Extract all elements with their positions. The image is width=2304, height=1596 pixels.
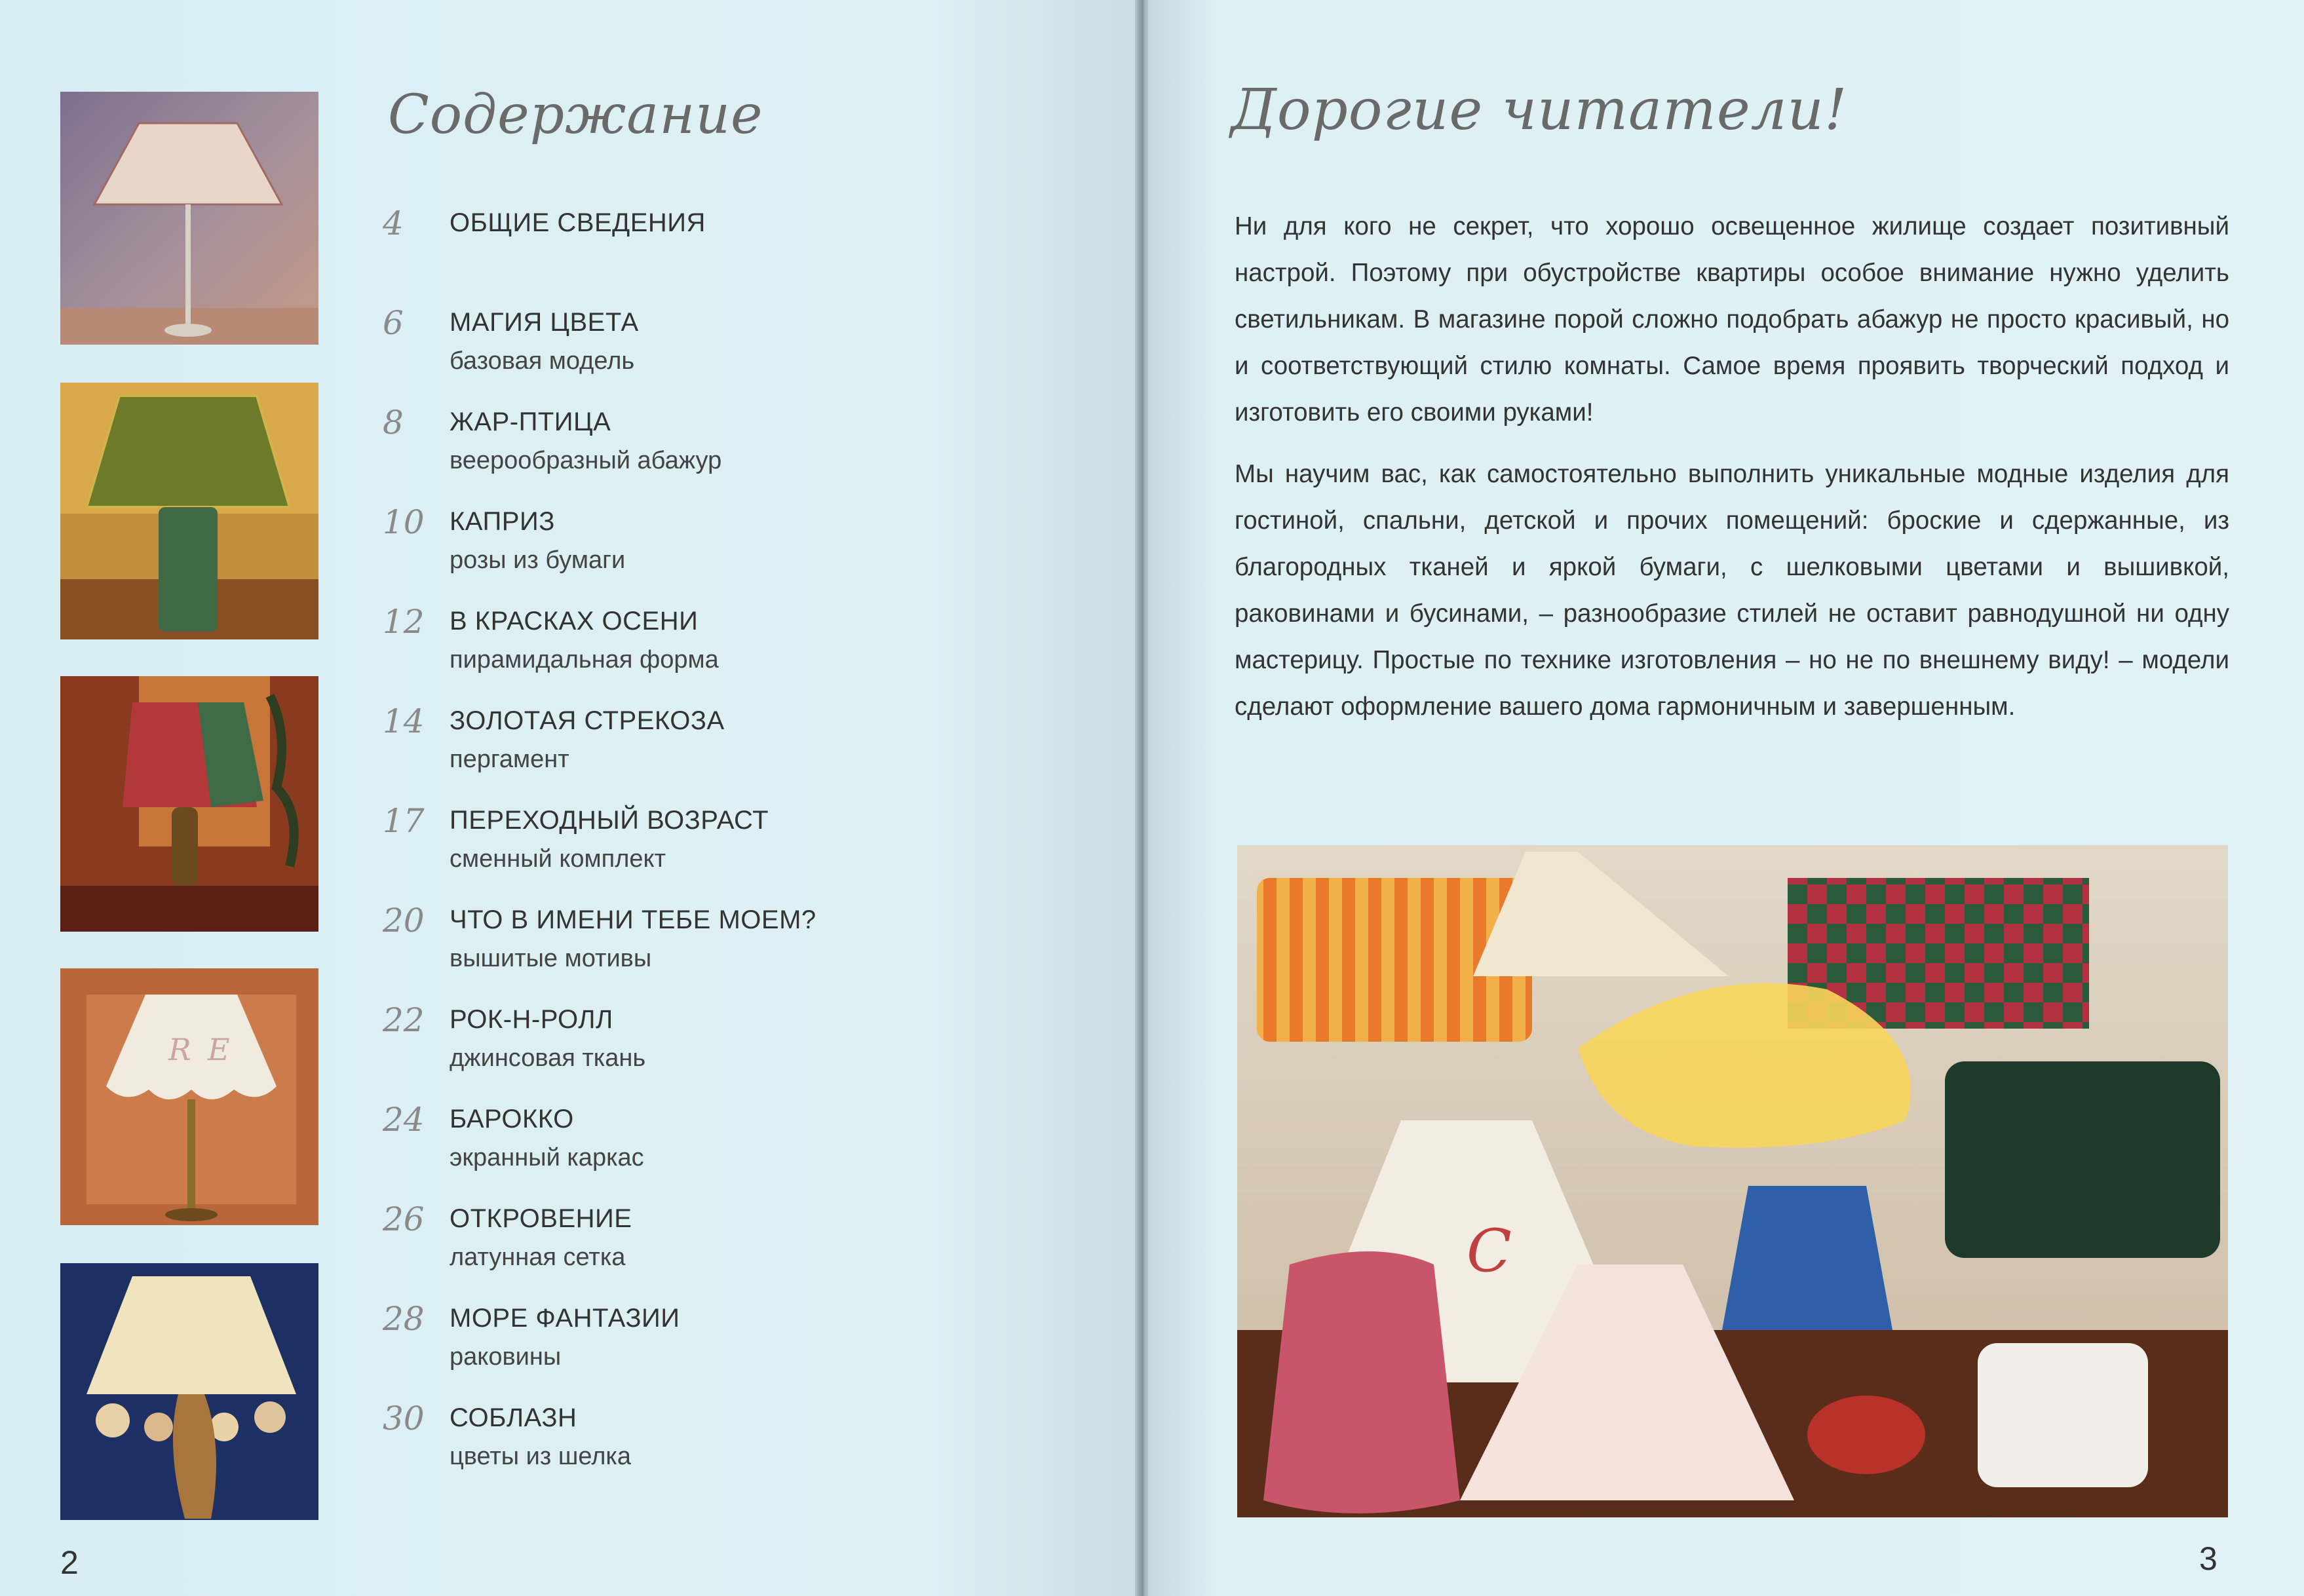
toc-entry-subtitle: розы из бумаги bbox=[450, 546, 626, 574]
toc-entry-subtitle: пирамидальная форма bbox=[450, 646, 719, 674]
toc-entry-title: В КРАСКАХ ОСЕНИ bbox=[450, 607, 699, 636]
left-page bbox=[0, 0, 1140, 1596]
toc-entry bbox=[383, 503, 1090, 599]
page-number-left: 2 bbox=[60, 1544, 79, 1581]
toc-entry-title: ОТКРОВЕНИЕ bbox=[450, 1204, 632, 1233]
toc-entry bbox=[383, 404, 1090, 499]
lamp-photo-3 bbox=[60, 676, 318, 932]
lamp-photo-4 bbox=[60, 968, 318, 1225]
toc-entry bbox=[383, 1300, 1090, 1396]
toc-entry-title: ЖАР-ПТИЦА bbox=[450, 408, 611, 436]
toc-entry-title: МАГИЯ ЦВЕТА bbox=[450, 308, 639, 337]
intro-heading: Дорогие читатели! bbox=[1231, 77, 1848, 143]
toc-entry bbox=[383, 902, 1090, 997]
toc-entry-subtitle: базовая модель bbox=[450, 347, 635, 375]
lamp-photo-5 bbox=[60, 1263, 318, 1520]
toc-page-number: 28 bbox=[383, 1300, 425, 1338]
toc-entry bbox=[383, 1399, 1090, 1495]
toc-entry-subtitle: экранный каркас bbox=[450, 1144, 644, 1171]
toc-entry-subtitle: раковины bbox=[450, 1343, 562, 1371]
toc-entry bbox=[383, 304, 1090, 400]
lamp-photo-1 bbox=[60, 92, 318, 345]
toc-entry-subtitle: пергамент bbox=[450, 746, 569, 773]
lamp-photo-2 bbox=[60, 383, 318, 639]
toc-entry-title: РОК-Н-РОЛЛ bbox=[450, 1005, 613, 1034]
toc-page-number: 12 bbox=[383, 603, 425, 641]
toc-page-number: 10 bbox=[383, 503, 425, 541]
toc-entry-title: ЧТО В ИМЕНИ ТЕБЕ МОЕМ? bbox=[450, 905, 816, 934]
svg-text:E: E bbox=[208, 1032, 230, 1067]
toc-entry bbox=[383, 702, 1090, 798]
toc-entry-title: ОБЩИЕ СВЕДЕНИЯ bbox=[450, 208, 706, 237]
toc-entry-title: ПЕРЕХОДНЫЙ ВОЗРАСТ bbox=[450, 806, 769, 835]
toc-page-number: 20 bbox=[383, 902, 425, 940]
toc-heading: Содержание bbox=[388, 84, 763, 146]
toc-entry-subtitle: цветы из шелка bbox=[450, 1443, 632, 1470]
toc-page-number: 8 bbox=[383, 404, 404, 442]
svg-text:R: R bbox=[168, 1032, 191, 1067]
toc-entry-title: СОБЛАЗН bbox=[450, 1403, 577, 1432]
toc-page-number: 6 bbox=[383, 304, 404, 342]
toc-page-number: 4 bbox=[383, 204, 404, 242]
toc-page-number: 24 bbox=[383, 1101, 425, 1139]
toc-entry bbox=[383, 1001, 1090, 1097]
lampshades-photo bbox=[1237, 845, 2228, 1517]
page-number-right: 3 bbox=[2199, 1540, 2218, 1577]
intro-paragraph-1: Ни для кого не секрет, что хорошо освещенное жилище создает позитивный настрой. Поэтому при обустройстве квартиры особое внимание нужно уделить светильникам. В магазине порой сложно подобрать абажур не просто красивый, но и соответствующий стилю комнаты. Самое время проявить творческий подход и изготовить его своими руками! bbox=[1235, 212, 2229, 427]
right-page bbox=[1148, 0, 2304, 1596]
toc-page-number: 17 bbox=[383, 802, 425, 840]
toc-entry-subtitle: вышитые мотивы bbox=[450, 945, 652, 972]
intro-paragraph-2: Мы научим вас, как самостоятельно выполнить уникальные модные изделия для гостиной, спальни, детской и прочих помещений: броские и сдержанные, из благородных тканей и яркой бумаги, с шелковыми цветами и вышивкой, раковинами и бусинами, – разнообразие стилей не оставит равнодушной ни одну мастерицу. Простые по технике изготовления – но не по внешнему виду! – модели сделают оформление вашего дома гармоничным и завершенным. bbox=[1235, 460, 2229, 721]
toc-entry-title: МОРЕ ФАНТАЗИИ bbox=[450, 1304, 680, 1333]
toc-entry bbox=[383, 1200, 1090, 1296]
toc-entry-subtitle: латунная сетка bbox=[450, 1244, 626, 1271]
toc-entry-title: ЗОЛОТАЯ СТРЕКОЗА bbox=[450, 706, 725, 735]
toc-page-number: 30 bbox=[383, 1399, 425, 1437]
toc-entry-subtitle: сменный комплект bbox=[450, 845, 666, 873]
toc-page-number: 14 bbox=[383, 702, 425, 740]
toc-entry bbox=[383, 204, 1090, 300]
toc-entry bbox=[383, 802, 1090, 898]
toc-entry bbox=[383, 603, 1090, 698]
toc-page-number: 26 bbox=[383, 1200, 425, 1238]
toc-entry bbox=[383, 1101, 1090, 1196]
svg-text:C: C bbox=[1467, 1217, 1512, 1285]
toc-page-number: 22 bbox=[383, 1001, 425, 1039]
toc-entry-subtitle: джинсовая ткань bbox=[450, 1044, 646, 1072]
toc-entry-title: КАПРИЗ bbox=[450, 507, 555, 536]
toc-entry-subtitle: веерообразный абажур bbox=[450, 447, 722, 474]
toc-entry-title: БАРОККО bbox=[450, 1105, 574, 1133]
